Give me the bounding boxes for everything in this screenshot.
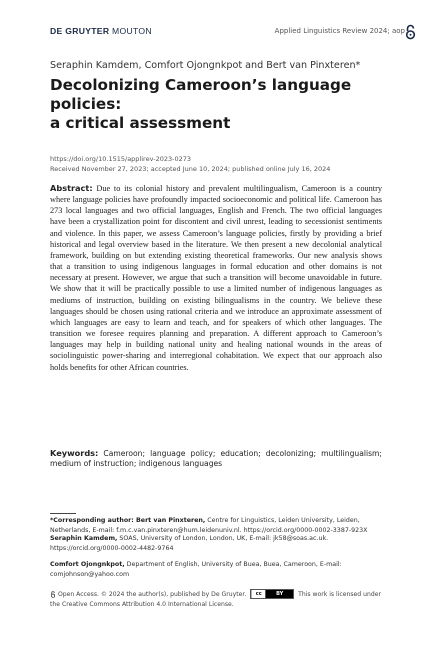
publisher-logo: DE GRUYTER MOUTON [50, 26, 152, 36]
doi-link[interactable]: https://doi.org/10.1515/applirev-2023-0273 [50, 155, 192, 163]
page-header [50, 24, 417, 38]
journal-citation: Applied Linguistics Review 2024; aop [274, 27, 405, 35]
author-list: Seraphin Kamdem, Comfort Ojongnkpot and Bert van Pinxteren* [50, 60, 361, 71]
footnote-divider [50, 513, 76, 514]
abstract-label: Abstract: [50, 183, 93, 193]
license-note: Open Access. © 2024 the author(s), published by De Gruyter. cc BY This work is licensed under the Creative Commons Attribution 4.0 International License. [50, 591, 381, 608]
open-access-icon [50, 591, 56, 598]
keywords-text: Cameroon; language policy; education; decolonizing; multilingualism; medium of instruction; indigenous languages [50, 449, 382, 469]
open-access-icon [404, 24, 417, 40]
article-title: Decolonizing Cameroon’s language policies: a critical assessment [50, 76, 352, 132]
publication-dates: Received November 27, 2023; accepted June 10, 2024; published online July 16, 2024 [50, 165, 331, 173]
keywords-label: Keywords: [50, 448, 99, 458]
cc-by-license-badge[interactable]: cc BY [250, 589, 294, 599]
author-affiliation: Comfort Ojongnkpot, Department of English, University of Buea, Buea, Cameroon, E-mail: comjohnson@yahoo.com [50, 561, 342, 578]
corresponding-author-affiliation: *Corresponding author: Bert van Pinxteren, Centre for Linguistics, Leiden University, Leiden, Netherlands, E-mail: f.m.c.van.pinxteren@hum.leidenuniv.nl. https://orcid.org/0000-0002-3387-923X [50, 517, 368, 534]
abstract [50, 183, 382, 373]
abstract-text: Due to its colonial history and prevalent multilingualism, Cameroon is a country where language policies have profoundly impacted socioeconomic and political life. Cameroon has 273 local languages and two official languages, English and French. The two official languages have been a crystallization point for discontent and civil unrest, leading to secessionist sentiments and violence. In this paper, we assess Cameroon’s language policies, firstly by providing a brief historical and legal overview based in the literature. We then present a new decolonial analytical framework, building on but extending existing theoretical frameworks. Our new analysis shows that a transition to using indigenous languages in formal education and other domains is not necessary at present. However, we argue that such a transition will become unavoidable in future. We show that it will be practically possible to use a limited number of indigenous languages as mediums of instruction, building on existing bilingualisms in the country. We believe these languages should be chosen using rational criteria and we introduce an approximate assessment of which languages are easy to learn and teach, and for speakers of which other languages. The transition we foresee requires planning and preparation. A different approach to Cameroon’s languages may help in building national unity and healing national wounds in the areas of sociolinguistic power-sharing and interregional cohabitation. We expect that our approach also holds benefits for other African countries. [50, 184, 383, 372]
keywords [50, 448, 382, 470]
author-affiliation: Seraphin Kamdem, SOAS, University of London, London, UK, E-mail: jk58@soas.ac.uk. https://orcid.org/0000-0002-4482-9764 [50, 535, 329, 552]
